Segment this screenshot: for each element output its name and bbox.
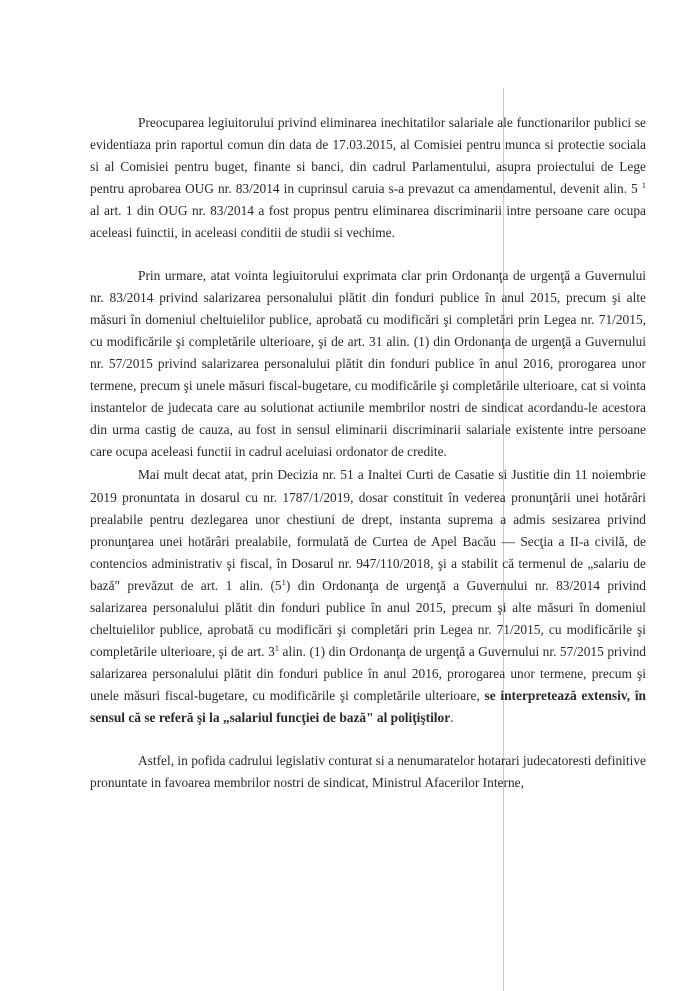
paragraph-4 bbox=[90, 750, 646, 794]
paragraph-3-bold-text: se interpretează extensiv, în sensul că se referă şi la „salariul funcţiei de bază" al poliţiştilor bbox=[90, 688, 646, 726]
paragraph-4-text: Astfel, in pofida cadrului legislativ conturat si a nenumaratelor hotarari judecatoresti definitive pronuntate in favoarea membrilor nostri de sindicat, Ministrul Afacerilor Interne, bbox=[90, 752, 646, 790]
paragraph-3-text-a: Mai mult decat atat, prin Decizia nr. 51 a Inaltei Curti de Casatie si Justitie din 11 noiembrie 2019 pronuntata in dosarul cu nr. 1787/1/2019, dosar constituit în vederea pronunţării unei hotărâri prealabile pentru dezlegarea unor chestiuni de drept, instanta suprema a admis sesizarea privind pronunţarea unei hotărâri prealabile, formulată de Curtea de Apel Bacău — Secţia a II-a civilă, de contencios administrativ şi fiscal, în Dosarul nr. 947/110/2018, şi a stabilit că termenul de „salariu de bază" prevăzut de art. 1 alin. (5 bbox=[90, 467, 646, 593]
document-body bbox=[90, 112, 646, 794]
paragraph-3-text-c: alin. (1) din Ordonanţa de urgenţă a Guvernului nr. 57/2015 privind salarizarea personalului plătit din fonduri publice în anul 2016, prorogarea unor termene, precum şi unele măsuri fiscal-bugetare, cu modificările şi completările ulterioare, bbox=[90, 644, 647, 704]
paragraph-3-end: . bbox=[450, 710, 454, 726]
paragraph-1-text: Preocuparea legiuitorului privind eliminarea inechitatilor salariale ale functionarilor publici se evidentiaza prin raportul comun din data de 17.03.2015, al Comisiei pentru munca si protectie sociala si al Comisiei pentru buget, finante si banci, din cadrul Parlamentului, asupra proiectului de Lege pentru aprobarea OUG nr. 83/2014 in cuprinsul caruia s-a prevazut ca amendamentul, devenit alin. 5 bbox=[90, 115, 646, 197]
superscript: 1 bbox=[281, 576, 286, 587]
paragraph-1-text-cont: al art. 1 din OUG nr. 83/2014 a fost propus pentru eliminarea discriminarii intre persoane care ocupa aceleasi fuinctii, in aceleasi conditii de studii si vechime. bbox=[90, 203, 646, 241]
paragraph-2 bbox=[90, 265, 646, 464]
paragraph-3 bbox=[90, 464, 646, 729]
superscript: 1 bbox=[641, 180, 646, 191]
superscript: 1 bbox=[274, 643, 280, 654]
paragraph-3-text-b: ) din Ordonanţa de urgenţă a Guvernului nr. 83/2014 privind salarizarea personalului plătit din fonduri publice în anul 2015, precum şi alte măsuri în domeniul cheltuielilor publice, aprobată cu modificări şi completări prin Legea nr. 71/2015, cu modificările şi completările ulterioare, şi de art. 3 bbox=[90, 577, 646, 660]
paragraph-2-text: Prin urmare, atat vointa legiuitorului exprimata clar prin Ordonanţa de urgenţă a Guvernului nr. 83/2014 privind salarizarea personalului plătit din fonduri publice în anul 2015, precum şi alte măsuri în domeniul cheltuielilor publice, aprobată cu modificări şi completări prin Legea nr. 71/2015, cu modificările şi completările ulterioare, şi de art. 31 alin. (1) din Ordonanţa de urgenţă a Guvernului nr. 57/2015 privind salarizarea personalului plătit din fonduri publice în anul 2016, prorogarea unor termene, precum şi unele măsuri fiscal-bugetare, cu modificările şi completările ulterioare, cat si vointa instantelor de judecata care au solutionat actiunile membrilor nostri de sindicat acordandu-le acestora din urma castig de cauza, au fost in sensul eliminarii discriminarii salariale existente intre persoane care ocupa aceleasi functii in cadrul aceluiasi ordonator de credite. bbox=[90, 267, 646, 460]
paragraph-1 bbox=[90, 112, 646, 245]
